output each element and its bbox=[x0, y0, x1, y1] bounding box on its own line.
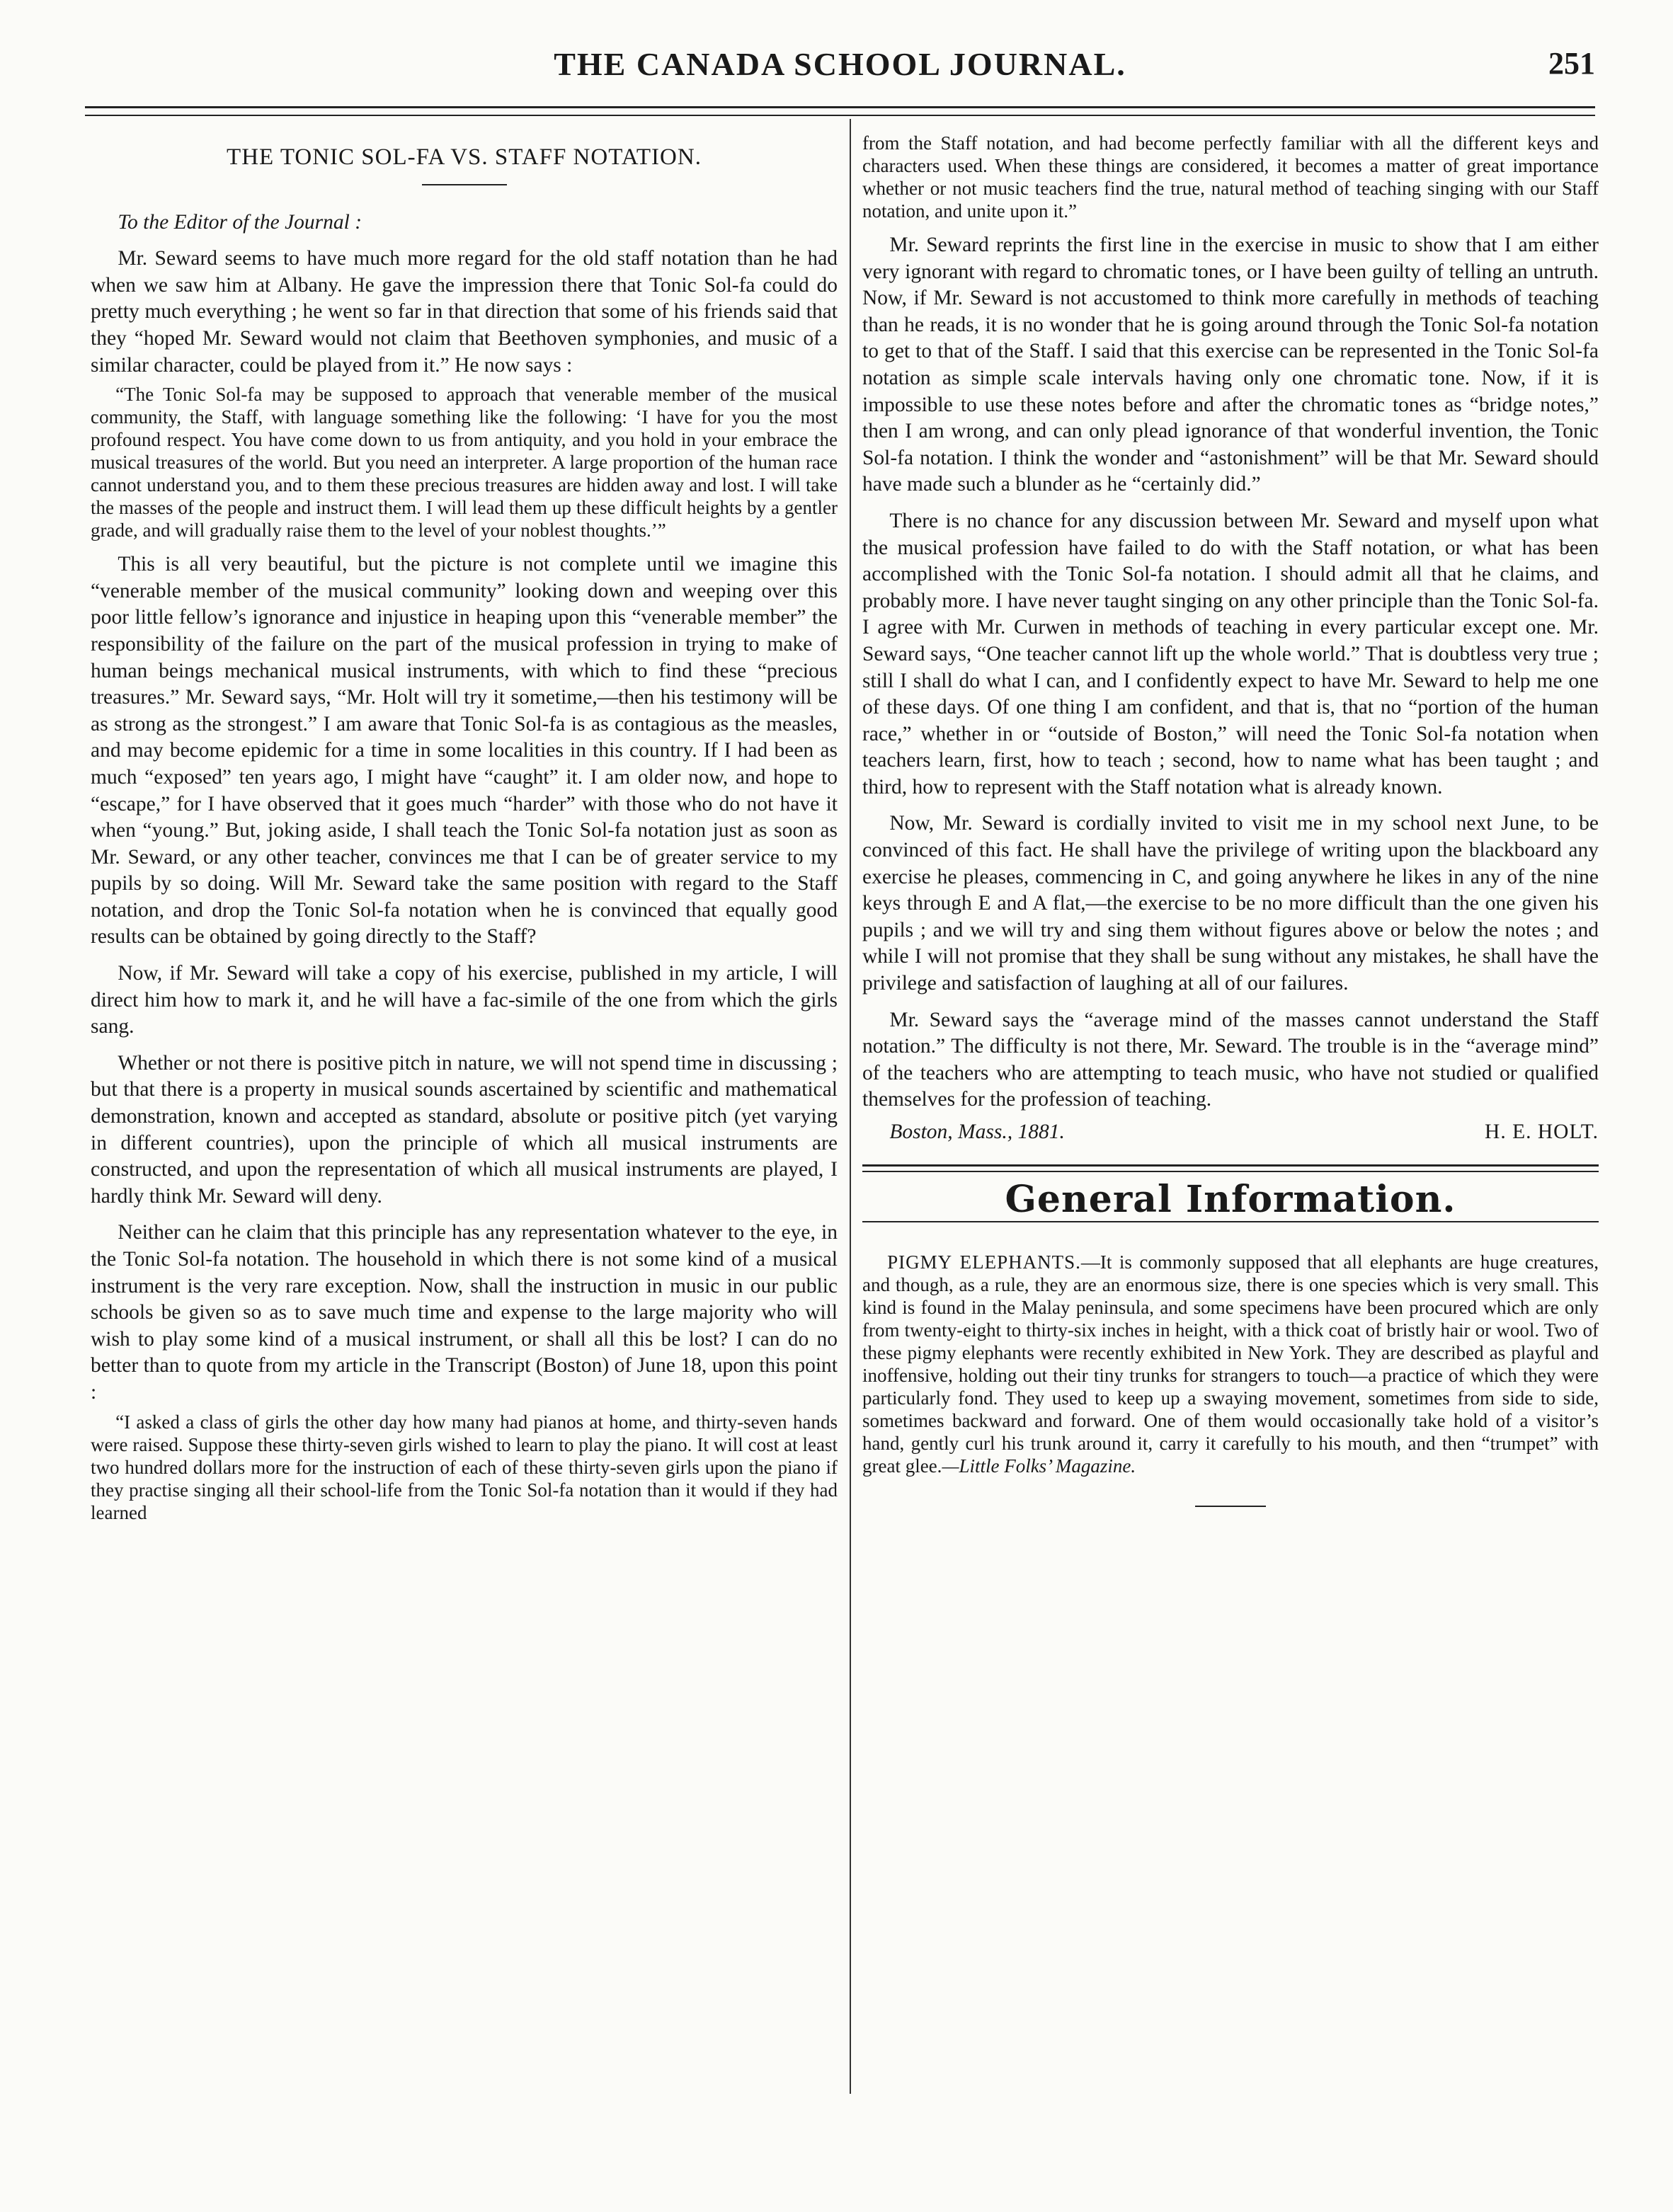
article-title: THE TONIC SOL-FA VS. STAFF NOTATION. bbox=[227, 144, 702, 170]
paragraph: Neither can he claim that this principle has any representation whatever to the eye, in the Tonic Sol-fa notation. The household in which there is not some kind of a musical instrument is the very rare exception. Now, shall the instruction in music in our public schools be given so as to save much time and expense to the large majority who will wish to play some kind of a musical instrument, or shall all this be lost? I can do no better than to quote from my article in the Transcript (Boston) of June 18, upon this point : bbox=[91, 1221, 838, 1404]
news-item bbox=[862, 1251, 1599, 1477]
author-name: H. E. HOLT. bbox=[1485, 1121, 1599, 1143]
column-divider bbox=[850, 119, 851, 2094]
paragraph: from the Staff notation, and had become perfectly familiar with all the different keys and characters used. When these things are considered, it becomes a matter of great importance whether or not music teachers find the true, natural method of teaching singing with our Staff notation, and unite upon it.” bbox=[862, 132, 1599, 222]
header-rule-thin bbox=[85, 115, 1595, 116]
left-column bbox=[91, 127, 838, 1524]
journal-title: THE CANADA SCHOOL JOURNAL. bbox=[554, 46, 1126, 82]
news-item-text: —It is commonly supposed that all elephants are huge creatures, and though, as a rule, they are an enormous size, there is one species which is very small. This kind is found in the Malay peninsula, and some specimens have been procured which are only from twenty-eight to thirty-six inches in height, with a thick coat of bristly hair or wool. Two of these pigmy elephants were recently exhibited in New York. They are described as playful and inoffensive, holding out their tiny trunks for strangers to touch—a practice of which they were particularly fond. They used to keep up a swaying movement, sometimes from side to side, sometimes backward and forward. One of them would occasionally take hold of a visitor’s hand, gently curl his trunk around it, carry it carefully to his mouth, and then “trumpet” with great glee. bbox=[862, 1251, 1599, 1477]
left-paragraphs bbox=[91, 246, 838, 1523]
section-heading: General Information. bbox=[1005, 1177, 1456, 1221]
page-number: 251 bbox=[1548, 46, 1595, 81]
paragraph: Mr. Seward says the “average mind of the masses cannot understand the Staff notation.” The difficulty is not there, Mr. Seward. The trouble is in the “average mind” of the teachers who are attempting to teach music, who have not studied or qualified themselves for the profession of teaching. bbox=[862, 1008, 1599, 1111]
salutation: To the Editor of the Journal : bbox=[118, 210, 362, 234]
paragraph: “I asked a class of girls the other day how many had pianos at home, and thirty-seven hands were raised. Suppose these thirty-seven girls wished to learn to play the piano. It will cost at least two hundred dollars more for the instruction of each of these thirty-seven girls upon the piano if they practise singing all their school-life from the Tonic Sol-fa notation than it would if they had learned bbox=[91, 1411, 838, 1523]
paragraph: There is no chance for any discussion between Mr. Seward and myself upon what the musical profession have failed to do with the Staff notation, or what has been accomplished with the Tonic Sol-fa notation. I should admit all that he claims, and probably more. I have never taught singing on any other principle than the Tonic Sol-fa. I agree with Mr. Curwen in methods of teaching in every particular except one. Mr. Seward says, “One teacher cannot lift up the whole world.” That is doubtless very true ; still I shall do what I can, and I confidently expect to have Mr. Seward to help me one of these days. Of one thing I am confident, and that is, that no “portion of the human race,” whether in or “outside of Boston,” will need the Tonic Sol-fa notation when teachers learn, first, how to teach ; second, how to name what has been taught ; and third, how to represent with the Staff notation what is already known. bbox=[862, 509, 1599, 798]
right-column bbox=[862, 127, 1599, 1507]
right-paragraphs bbox=[862, 132, 1599, 1113]
news-item-lead: PIGMY ELEPHANTS. bbox=[887, 1251, 1081, 1273]
section-heading-rule bbox=[862, 1221, 1599, 1222]
news-item-source: —Little Folks’ Magazine. bbox=[942, 1455, 1136, 1477]
section-rule bbox=[862, 1164, 1599, 1167]
paragraph: Mr. Seward seems to have much more regard for the old staff notation than he had when we saw him at Albany. He gave the impression there that Tonic Sol-fa could do pretty much everything ; he went so far in that direction that some of his friends said that they “hoped Mr. Seward would not claim that Beethoven symphonies, and music of a similar character, could be played from it.” He now says : bbox=[91, 247, 838, 377]
paragraph: “The Tonic Sol-fa may be supposed to approach that venerable member of the musical community, the Staff, with language something like the following: ‘I have for you the most profound respect. You have come down to us from antiquity, and you hold in your embrace the musical treasures of the world. But you need an interpreter. A large proportion of the human race cannot understand you, and to them these precious treasures are hidden away and lost. I will take the masses of the people and instruct them. I will lead them up these difficult heights by a gentler grade, and will gradually raise them to the level of your noblest thoughts.’” bbox=[91, 384, 838, 541]
paragraph: Now, Mr. Seward is cordially invited to visit me in my school next June, to be convinced of this fact. He shall have the privilege of writing upon the blackboard any exercise he pleases, commencing in C, and going anywhere he likes in any of the nine keys through E and A flat,—the exercise to be no more difficult than the one given his pupils ; and we will try and sing them without figures above or below the notes ; and while I will not promise that they shall be sung without any mistakes, he shall have the privilege and satisfaction of laughing at all of our failures. bbox=[862, 812, 1599, 995]
end-rule bbox=[1195, 1506, 1266, 1507]
place-date: Boston, Mass., 1881. bbox=[889, 1121, 1065, 1143]
header-rule bbox=[85, 106, 1595, 108]
paragraph: Now, if Mr. Seward will take a copy of his exercise, published in my article, I will direct him how to mark it, and he will have a fac-simile of the one from which the girls sang. bbox=[91, 962, 838, 1038]
paragraph: This is all very beautiful, but the picture is not complete until we imagine this “venerable member of the musical community” looking down and weeping over this poor little fellow’s ignorance and injustice in heaping upon this “venerable member” the responsibility of the failure on the part of the musical profession in trying to make of human beings mechanical musical instruments, with which to find these “precious treasures.” Mr. Seward says, “Mr. Holt will try it sometime,—then his testimony will be as strong as the strongest.” I am aware that Tonic Sol-fa is as contagious as the measles, and may become epidemic for a time in some localities in this country. If I had been as much “exposed” ten years ago, I might have “caught” it. I am older now, and hope to “escape,” for I have observed that it goes much “harder” with those who do not have it when “young.” But, joking aside, I shall teach the Tonic Sol-fa notation just as soon as Mr. Seward, or any other teacher, convinces me that I can be of greater service to my pupils by so doing. Will Mr. Seward take the same position with regard to the Staff notation, and drop the Tonic Sol-fa notation when he is convinced that equally good results can be obtained by going directly to the Staff? bbox=[91, 553, 838, 949]
signoff bbox=[862, 1119, 1599, 1146]
running-head bbox=[85, 45, 1595, 95]
paragraph: Whether or not there is positive pitch in nature, we will not spend time in discussing ; but that there is a property in musical sounds ascertained by scientific and mathematical demonstration, known and accepted as standard, absolute or positive pitch (yet varying in different countries), upon the principle of which all musical instruments are constructed, and upon the representation of which all musical instruments are played, I hardly think Mr. Seward will deny. bbox=[91, 1051, 838, 1208]
paragraph: Mr. Seward reprints the first line in the exercise in music to show that I am either very ignorant with regard to chromatic tones, or I have been guilty of telling an untruth. Now, if Mr. Seward is not accustomed to think more carefully in methods of teaching than he reads, it is no wonder that he is going around through the Tonic Sol-fa notation to get to that of the Staff. I said that this exercise can be represented in the Tonic Sol-fa notation as simple scale intervals having only one chromatic tone. Now, if it is impossible to use these notes before and after the chromatic tones as “bridge notes,” then I am wrong, and can only plead ignorance of that wonderful invention, the Tonic Sol-fa notation. I think the wonder and “astonishment” will be that Mr. Seward should have made such a blunder as he “certainly did.” bbox=[862, 234, 1599, 496]
title-rule bbox=[422, 184, 507, 185]
section-rule-thin bbox=[862, 1171, 1599, 1172]
